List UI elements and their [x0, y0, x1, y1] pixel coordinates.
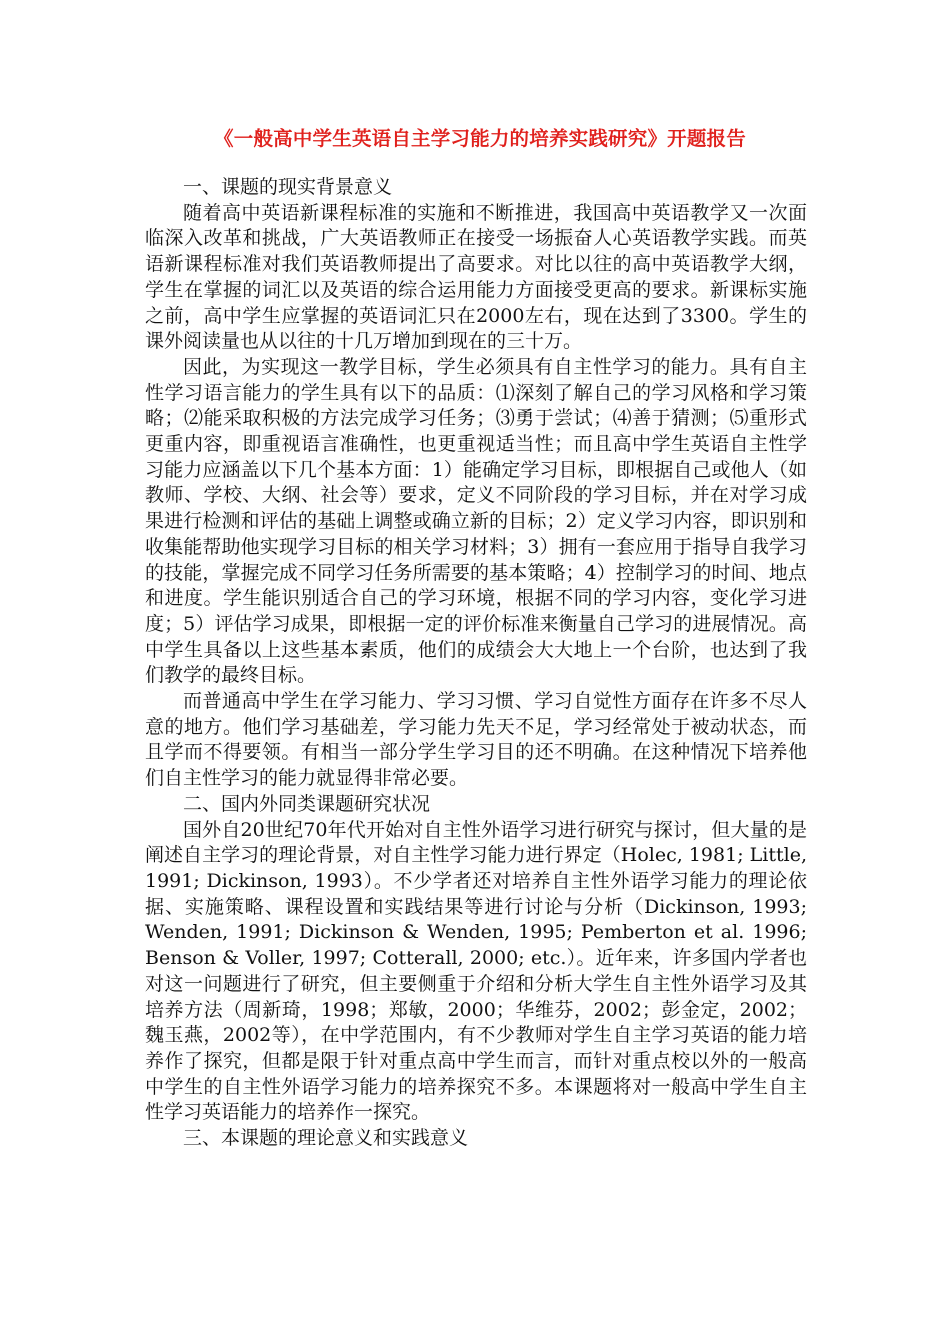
paragraph-background: 随着高中英语新课程标准的实施和不断推进，我国高中英语教学又一次面临深入改革和挑战，广大英语教师正在接受一场振奋人心英语教学实践。而英语新课程标准对我们英语教师提出了高要求。对比以往的高中英语教学大纲，学生在掌握的词汇以及英语的综合运用能力方面接受更高的要求。新课标实施之前，高中学生应掌握的英语词汇只在2000左右，现在达到了3300。学生的课外阅读量也从以往的十几万增加到现在的三十万。: [145, 201, 807, 353]
section-heading-2: 二、国内外同类课题研究状况: [183, 792, 431, 815]
section-heading-3: 三、本课题的理论意义和实践意义: [183, 1127, 469, 1150]
section-heading-1: 一、课题的现实背景意义: [183, 176, 393, 198]
document-body: [145, 175, 807, 1152]
document-title: 《一般高中学生英语自主学习能力的培养实践研究》开题报告: [214, 127, 746, 150]
paragraph-research-status: 国外自20世纪70年代开始对自主性外语学习进行研究与探讨，但大量的是阐述自主学习的理论背景，对自主性学习能力进行界定（Holec, 1981; Little, 1991; Dickinson, 1993）。不少学者还对培养自主性外语学习能力的理论依据、实施策略、课程设置和实践结果等进行讨论与分析（Dickinson, 1993; Wenden, 1991; Dickinson & Wenden, 1995; Pemberton et al. 1996; Benson & Voller, 1997; Cotterall, 2000; etc.）。近年来，许多国内学者也对这一问题进行了研究，但主要侧重于介绍和分析大学生自主性外语学习及其培养方法（周新琦，1998；郑敏，2000；华维芬，2002；彭金定，2002；魏玉燕，2002等），在中学范围内，有不少教师对学生自主学习英语的能力培养作了探究，但都是限于针对重点高中学生而言，而针对重点校以外的一般高中学生的自主性外语学习能力的培养探究不多。本课题将对一般高中学生自主性学习英语能力的培养作一探究。: [145, 818, 807, 1124]
paragraph-autonomy-qualities: 因此，为实现这一教学目标，学生必须具有自主性学习的能力。具有自主性学习语言能力的学生具有以下的品质：⑴深刻了解自己的学习风格和学习策略；⑵能采取积极的方法完成学习任务；⑶勇于尝试；⑷善于猜测；⑸重形式更重内容，即重视语言准确性，也更重视适当性；而且高中学生英语自主性学习能力应涵盖以下几个基本方面：1）能确定学习目标，即根据自己或他人（如教师、学校、大纲、社会等）要求，定义不同阶段的学习目标，并在对学习成果进行检测和评估的基础上调整或确立新的目标；2）定义学习内容，即识别和收集能帮助他实现学习目标的相关学习材料；3）拥有一套应用于指导自我学习的技能，掌握完成不同学习任务所需要的基本策略；4）控制学习的时间、地点和进度。学生能识别适合自己的学习环境，根据不同的学习内容，变化学习进度；5）评估学习成果，即根据一定的评价标准来衡量自己学习的进展情况。高中学生具备以上这些基本素质，他们的成绩会大大地上一个台阶，也达到了我们教学的最终目标。: [145, 355, 807, 687]
paragraph-ordinary-students: 而普通高中学生在学习能力、学习习惯、学习自觉性方面存在许多不尽人意的地方。他们学习基础差，学习能力先天不足，学习经常处于被动状态，而且学而不得要领。有相当一部分学生学习目的还不明确。在这种情况下培养他们自主性学习的能力就显得非常必要。: [145, 690, 807, 790]
